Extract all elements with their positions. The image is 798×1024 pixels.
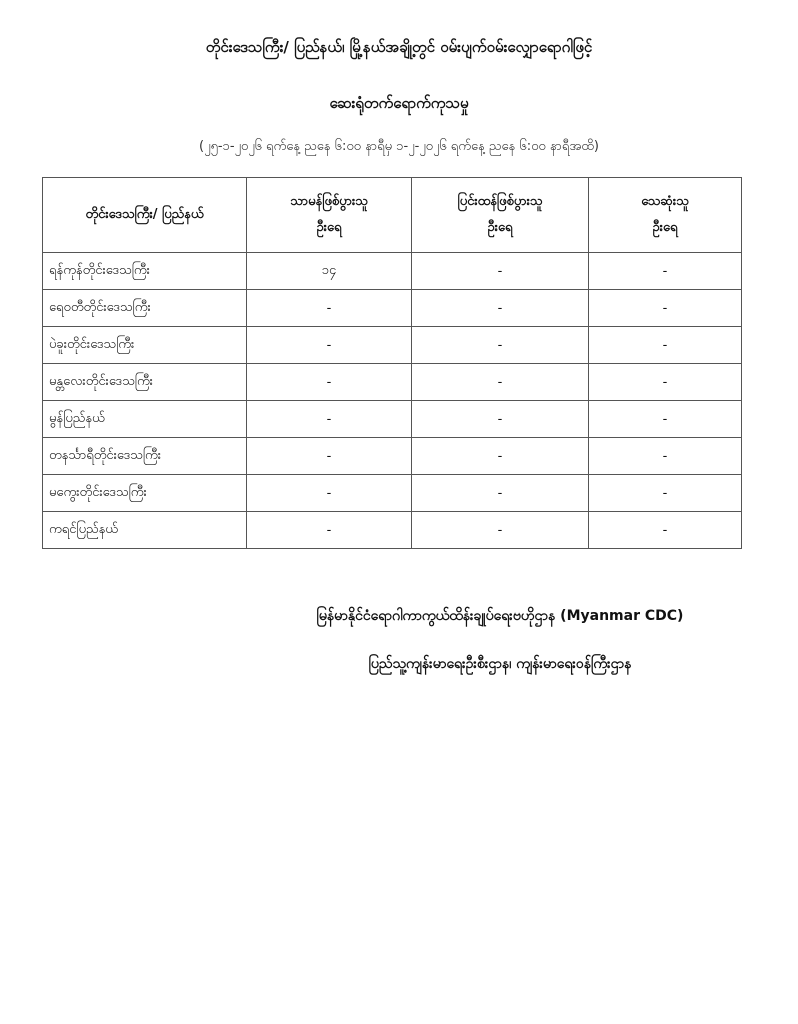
table-row	[43, 401, 742, 438]
mild-count-cell: -	[247, 364, 412, 401]
header-severe-unit: ဦးရေ	[487, 220, 513, 235]
mild-count-cell: -	[247, 438, 412, 475]
document-title-line1: တိုင်းဒေသကြီး/ ပြည်နယ်၊ မြို့နယ်အချို့တွင် ဝမ်းပျက်ဝမ်းလျှောရောဂါဖြင့်	[205, 38, 593, 56]
severe-count-cell: -	[412, 253, 589, 290]
region-cell: မန္တလေးတိုင်းဒေသကြီး	[43, 364, 247, 401]
mild-count-cell: -	[247, 401, 412, 438]
date-range-subtitle: (၂၅-၁-၂၀၂၆ ရက်နေ့ ညနေ ၆:၀၀ နာရီမှ ၁-၂-၂၀၂၆ ရက်နေ့ ညနေ ၆:၀၀ နာရီအထိ)	[199, 139, 599, 154]
region-cell: မကွေးတိုင်းဒေသကြီး	[43, 475, 247, 512]
severe-count-cell: -	[412, 401, 589, 438]
header-mild-cases	[247, 178, 412, 253]
header-deaths-unit: ဦးရေ	[652, 220, 678, 235]
mild-count-cell: -	[247, 290, 412, 327]
table-row	[43, 475, 742, 512]
header-region-label: တိုင်းဒေသကြီး/ ပြည်နယ်	[85, 207, 204, 222]
header-mild-unit: ဦးရေ	[316, 220, 342, 235]
death-count-cell: -	[589, 401, 742, 438]
header-severe-label: ပြင်းထန်ဖြစ်ပွားသူ	[457, 194, 543, 209]
death-count-cell: -	[589, 364, 742, 401]
document-title-line2: ဆေးရုံတက်ရောက်ကုသမှု	[329, 94, 469, 112]
death-count-cell: -	[589, 327, 742, 364]
region-cell: ပဲခူးတိုင်းဒေသကြီး	[43, 327, 247, 364]
severe-count-cell: -	[412, 438, 589, 475]
table-row	[43, 438, 742, 475]
header-deaths	[589, 178, 742, 253]
severe-count-cell: -	[412, 475, 589, 512]
mild-count-cell: -	[247, 327, 412, 364]
header-severe-cases	[412, 178, 589, 253]
table-header-row	[43, 178, 742, 253]
table-row	[43, 253, 742, 290]
header-deaths-label: သေဆုံးသူ	[641, 194, 689, 209]
severe-count-cell: -	[412, 512, 589, 549]
cases-table	[42, 177, 742, 549]
severe-count-cell: -	[412, 290, 589, 327]
table-row	[43, 327, 742, 364]
region-cell: ကရင်ပြည်နယ်	[43, 512, 247, 549]
severe-count-cell: -	[412, 327, 589, 364]
severe-count-cell: -	[412, 364, 589, 401]
table-row	[43, 290, 742, 327]
death-count-cell: -	[589, 290, 742, 327]
death-count-cell: -	[589, 512, 742, 549]
region-cell: ရန်ကုန်တိုင်းဒေသကြီး	[43, 253, 247, 290]
death-count-cell: -	[589, 475, 742, 512]
region-cell: ရေ၀တီတိုင်းဒေသကြီး	[43, 290, 247, 327]
mild-count-cell: -	[247, 475, 412, 512]
death-count-cell: -	[589, 438, 742, 475]
issuer-line1: မြန်မာနိုင်ငံရောဂါကာကွယ်ထိန်းချုပ်ရေးဗဟိုဌာန (Myanmar CDC)	[316, 608, 684, 624]
region-cell: မွန်ပြည်နယ်	[43, 401, 247, 438]
issuer-line2: ပြည်သူ့ကျန်းမာရေးဦးစီးဌာန၊ ကျန်းမာရေးဝန်ကြီးဌာန	[368, 656, 632, 672]
region-cell: တနင်္သာရီတိုင်းဒေသကြီး	[43, 438, 247, 475]
header-mild-label: သာမန်ဖြစ်ပွားသူ	[290, 194, 368, 209]
table-row	[43, 512, 742, 549]
mild-count-cell: ၁၄	[247, 253, 412, 290]
header-region	[43, 178, 247, 253]
table-row	[43, 364, 742, 401]
death-count-cell: -	[589, 253, 742, 290]
mild-count-cell: -	[247, 512, 412, 549]
